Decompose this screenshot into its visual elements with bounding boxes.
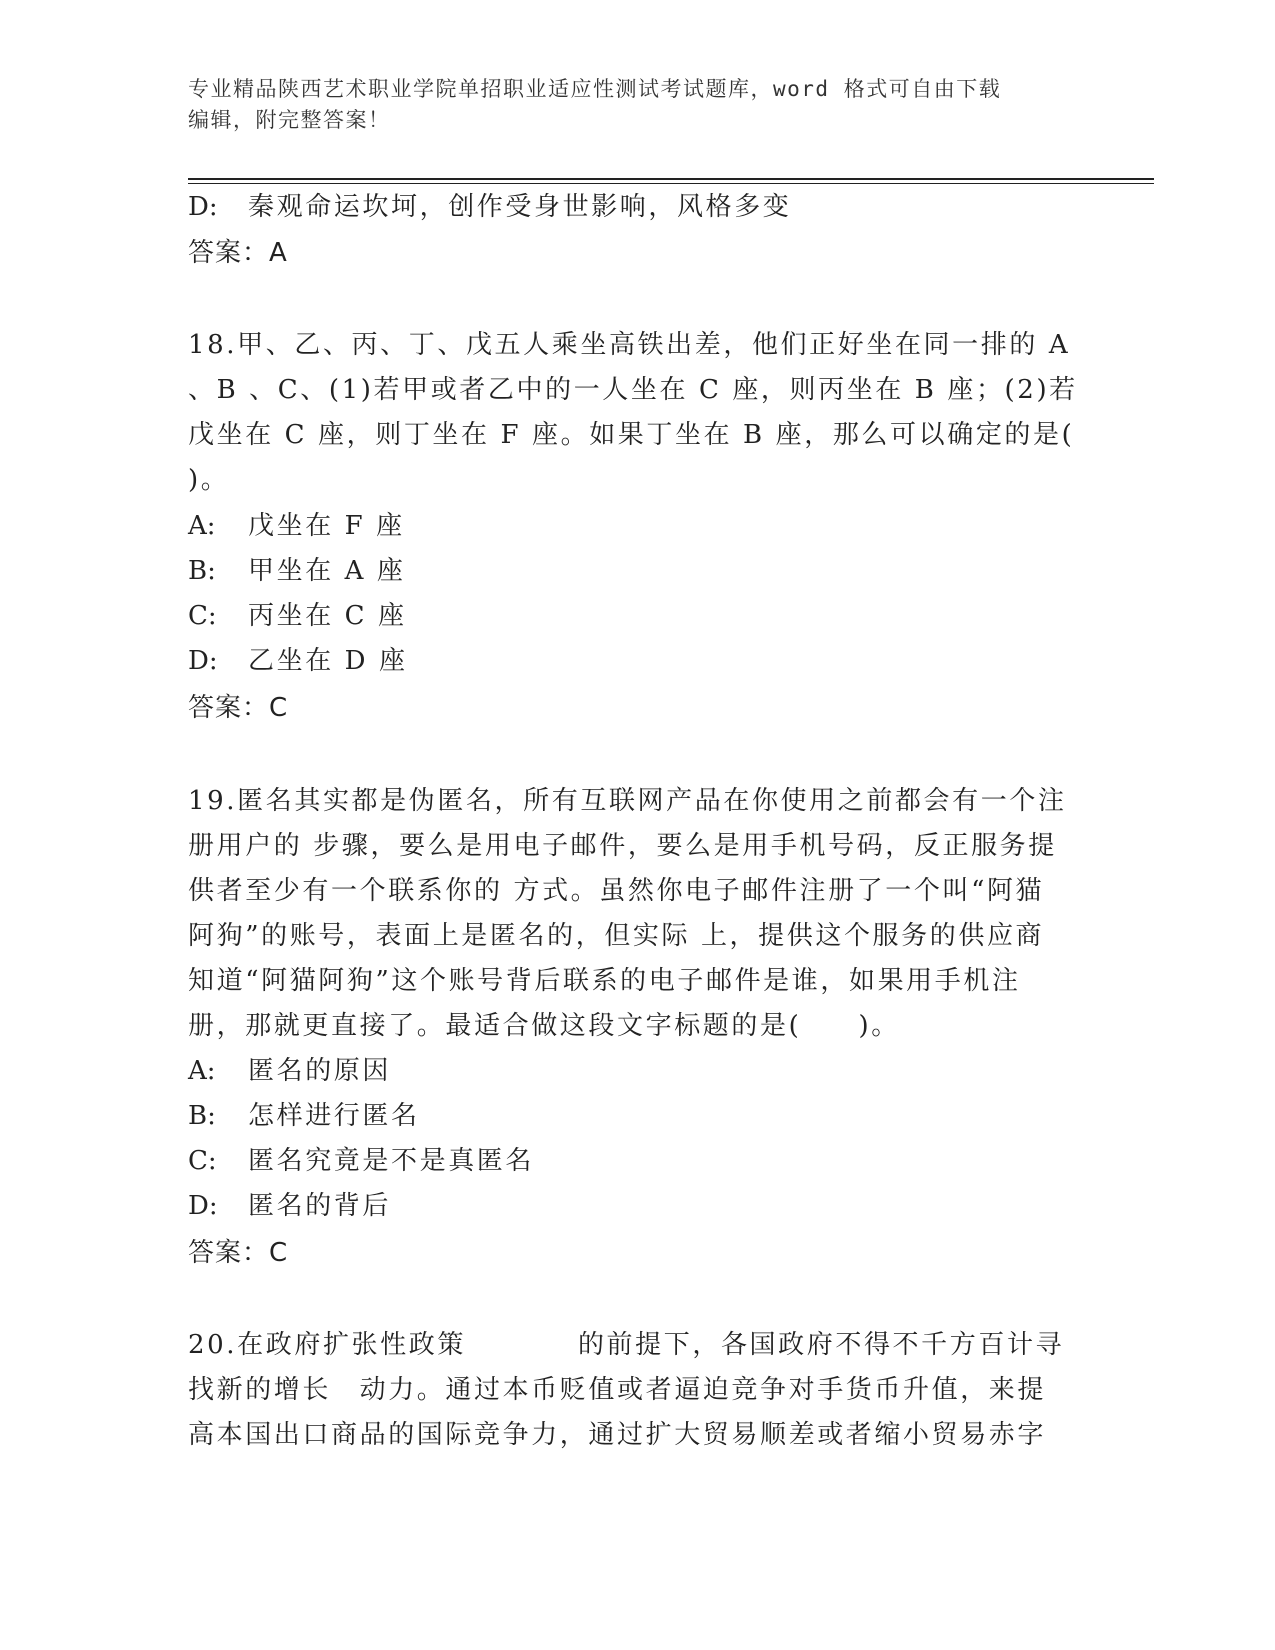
option-letter: D:	[188, 192, 218, 222]
q17-answer: 答案：A	[188, 238, 288, 268]
q20-stem-line-1-part-1: 20.在政府扩张性政策	[188, 1330, 466, 1360]
q17-option-d	[188, 192, 791, 222]
q19-stem-line-1: 19.匿名其实都是伪匿名，所有互联网产品在你使用之前都会有一个注	[188, 786, 1067, 816]
option-letter: B:	[188, 556, 216, 586]
option-letter: A:	[188, 511, 216, 541]
header-line-1: 专业精品陕西艺术职业学院单招职业适应性测试考试题库，word 格式可自由下载	[188, 77, 1002, 101]
q20-stem-line-1	[188, 1330, 1064, 1360]
q18-stem-line-2: 、B 、C、(1)若甲或者乙中的一人坐在 C 座，则丙坐在 B 座；(2)若	[188, 375, 1078, 405]
q19-stem-line-5: 知道“阿猫阿狗”这个账号背后联系的电子邮件是谁，如果用手机注	[188, 966, 1021, 996]
q19-stem-line-4: 阿狗”的账号，表面上是匿名的，但实际 上，提供这个服务的供应商	[188, 921, 1045, 951]
q20-stem-line-3: 高本国出口商品的国际竞争力，通过扩大贸易顺差或者缩小贸易赤字	[188, 1420, 1047, 1450]
q18-option-a	[188, 511, 405, 541]
q18-option-c	[188, 601, 407, 631]
q19-stem-line-6: 册，那就更直接了。最适合做这段文字标题的是( )。	[188, 1011, 900, 1041]
option-text: 秦观命运坎坷，创作受身世影响，风格多变	[248, 192, 792, 222]
header-rule-thick	[188, 178, 1154, 180]
header-rule-thin	[188, 183, 1154, 184]
q19-option-d	[188, 1191, 391, 1221]
option-text: 戊坐在 F 座	[248, 511, 405, 541]
q18-option-b	[188, 556, 406, 586]
option-letter: C:	[188, 601, 217, 631]
option-text: 甲坐在 A 座	[248, 556, 406, 586]
q20-stem-line-2: 找新的增长 动力。通过本币贬值或者逼迫竞争对手货币升值，来提	[188, 1375, 1047, 1405]
q18-option-d	[188, 646, 408, 676]
q18-stem-line-4: )。	[188, 465, 230, 495]
q20-stem-line-1-part-2: 的前提下，各国政府不得不千方百计寻	[577, 1330, 1065, 1360]
option-letter: B:	[188, 1101, 216, 1131]
option-letter: D:	[188, 646, 218, 676]
q19-option-a	[188, 1056, 391, 1086]
q18-stem-line-3: 戊坐在 C 座，则丁坐在 F 座。如果丁坐在 B 座，那么可以确定的是(	[188, 420, 1075, 450]
q19-option-b	[188, 1101, 420, 1131]
option-text: 怎样进行匿名	[248, 1101, 420, 1131]
q19-stem-line-2: 册用户的 步骤，要么是用电子邮件，要么是用手机号码，反正服务提	[188, 831, 1057, 861]
header-line-2: 编辑，附完整答案！	[188, 108, 391, 132]
option-text: 匿名究竟是不是真匿名	[248, 1146, 535, 1176]
q18-stem-line-1: 18.甲、乙、丙、丁、戊五人乘坐高铁出差，他们正好坐在同一排的 A	[188, 330, 1071, 360]
option-text: 丙坐在 C 座	[248, 601, 407, 631]
option-letter: A:	[188, 1056, 216, 1086]
document-header	[188, 74, 1068, 136]
q19-stem-line-3: 供者至少有一个联系你的 方式。虽然你电子邮件注册了一个叫“阿猫	[188, 876, 1045, 906]
option-letter: C:	[188, 1146, 217, 1176]
option-text: 乙坐在 D 座	[248, 646, 408, 676]
q18-answer: 答案：C	[188, 693, 289, 723]
q19-answer: 答案：C	[188, 1238, 289, 1268]
option-text: 匿名的原因	[248, 1056, 392, 1086]
option-text: 匿名的背后	[248, 1191, 392, 1221]
q19-option-c	[188, 1146, 534, 1176]
option-letter: D:	[188, 1191, 218, 1221]
